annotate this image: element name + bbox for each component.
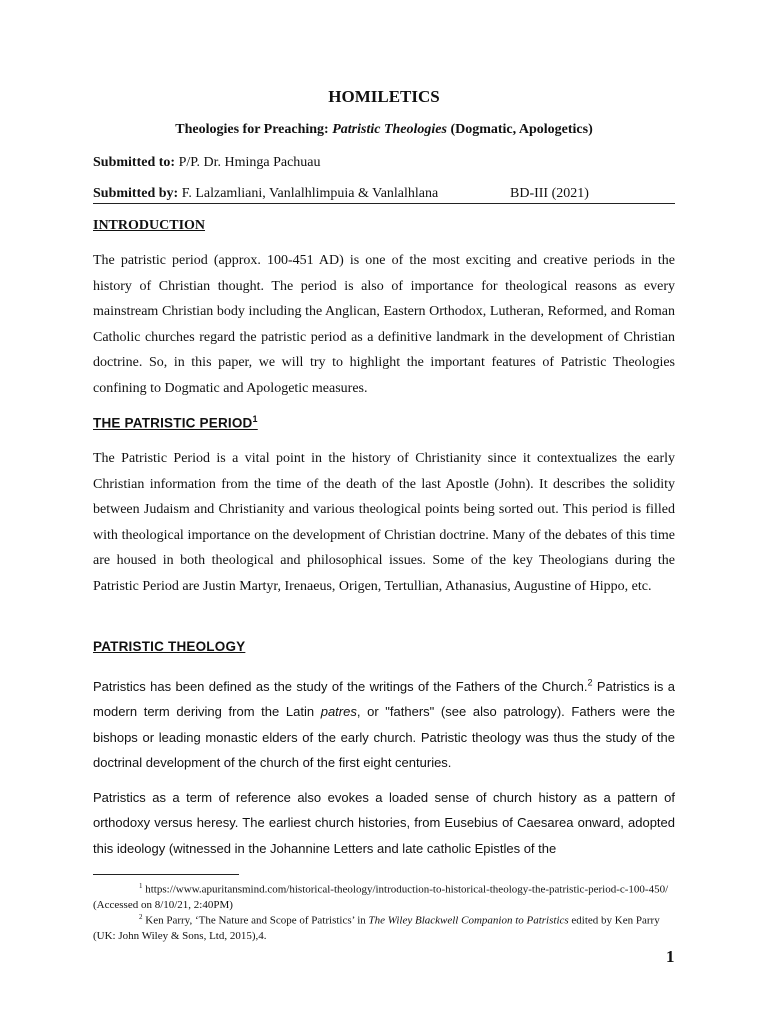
submitted-by-value: F. Lalzamliani, Vanlalhlimpuia & Vanlalhlana — [181, 186, 439, 201]
subtitle-prefix: Theologies for Preaching: — [175, 122, 333, 137]
submitted-by-line — [93, 186, 675, 202]
footnote-2 — [93, 910, 675, 945]
footnote-1 — [93, 879, 675, 914]
document-title: HOMILETICS — [328, 87, 440, 106]
subtitle-suffix: (Dogmatic, Apologetics) — [446, 122, 593, 137]
course-code: BD-III (2021) — [510, 186, 589, 201]
subtitle-italic: Patristic Theologies — [332, 122, 447, 137]
footnote-2-number: 2 — [139, 913, 143, 921]
submitted-to-label: Submitted to: — [93, 155, 176, 170]
heading-patristic-period-text: THE PATRISTIC PERIOD — [93, 415, 253, 431]
footnote-1-text: https://www.apuritansmind.com/historical-theology/introduction-to-historical-theology-the-patristic-period-c-100-450/ (Accessed on 8/10/21, 2:40PM) — [93, 883, 669, 912]
paragraph-patristic-period: The Patristic Period is a vital point in the history of Christianity since it contextualizes the early Christian information from the time of the death of the last Apostle (John). It describes the solidity between Judaism and Christianity and various theological points being sorted out. This period is filled with theological importance on the development of Christian doctrine. Many of the debates of this time are housed in both theological and philosophical issues. Some of the key Theologians during the Patristic Period are Justin Martyr, Irenaeus, Origen, Tertullian, Athanasius, Augustine of Hippo, etc. — [93, 451, 675, 594]
footnote-ref-2: 2 — [587, 677, 593, 688]
p1-text-a: Patristics has been defined as the study of the writings of the Fathers of the Church. — [93, 679, 588, 694]
footnote-separator — [93, 874, 239, 875]
heading-introduction: INTRODUCTION — [93, 218, 206, 233]
page-number: 1 — [666, 947, 675, 966]
p1-italic: patres — [320, 704, 357, 720]
p1-text-c: , or "fathers" (see also patrology). Fathers were the bishops or leading monastic elders of the early church. Patristic theology was thus the study of the doctrinal development of the church of the first eight centuries. — [93, 704, 675, 770]
p1-text-b: Patristics is a modern term deriving from the Latin — [93, 679, 675, 720]
document-subtitle — [0, 122, 768, 138]
submitted-by-label: Submitted by: — [93, 186, 179, 201]
header-rule — [93, 203, 675, 204]
footnote-2-italic: The Wiley Blackwell Companion to Patristics — [368, 914, 569, 927]
paragraph-patristic-theology-1 — [93, 674, 675, 775]
heading-patristic-period — [93, 414, 258, 431]
heading-patristic-theology: PATRISTIC THEOLOGY — [93, 639, 246, 654]
footnote-2-text-b: edited by Ken Parry (UK: John Wiley & Sons, Ltd, 2015),4. — [93, 914, 660, 943]
footnote-1-number: 1 — [139, 882, 143, 890]
paragraph-introduction: The patristic period (approx. 100-451 AD) is one of the most exciting and creative periods in the history of Christian thought. The period is also of importance for theological reasons as every mainstream Christian body including the Anglican, Eastern Orthodox, Lutheran, Reformed, and Roman Catholic churches regard the patristic period as a definitive landmark in the development of Christian doctrine. So, in this paper, we will try to highlight the important features of Patristic Theologies confining to Dogmatic and Apologetic measures. — [93, 253, 675, 396]
footnote-ref-1: 1 — [252, 414, 258, 424]
footnote-2-text-a: Ken Parry, ‘The Nature and Scope of Patristics’ in — [142, 914, 369, 927]
submitted-to-line — [93, 155, 321, 171]
submitted-to-value: P/P. Dr. Hminga Pachuau — [178, 155, 321, 170]
paragraph-patristic-theology-2: Patristics as a term of reference also evokes a loaded sense of church history as a pattern of orthodoxy versus heresy. The earliest church histories, from Eusebius of Caesarea onward, adopted this ideology (witnessed in the Johannine Letters and late catholic Epistles of the — [93, 790, 675, 856]
